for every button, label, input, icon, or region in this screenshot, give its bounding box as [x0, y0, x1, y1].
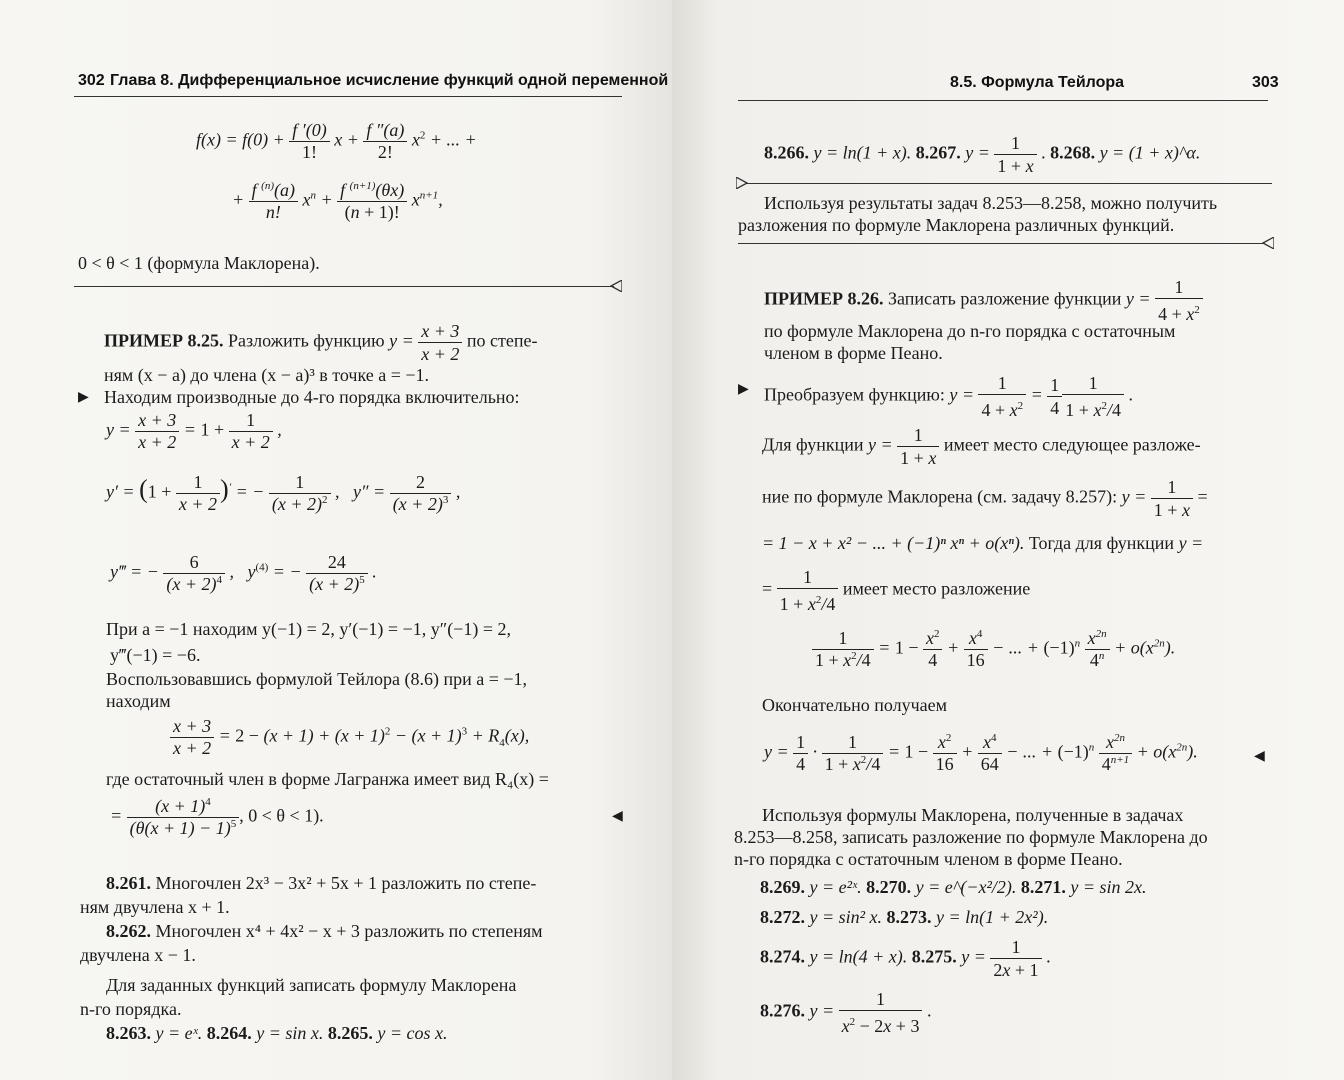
example-825-text-c: ням (x − a) до члена (x − a)³ в точке a = −1.	[104, 365, 430, 385]
p270-formula: y = e^(−x²/2).	[915, 877, 1017, 897]
problems-274-275: 8.274. y = ln(4 + x). 8.275. y = $\frac{1}{2x + 1}$ .	[760, 937, 1051, 980]
derivative-y: y = $\frac{x + 3}{x + 2}$ = 1 + $\frac{1}{x + 2}$ ,	[106, 410, 282, 452]
example-825-step1: Находим производные до 4-го порядка включительно:	[104, 387, 520, 407]
section-rule	[74, 286, 614, 287]
series-line: = 1 − x + x² − ... + (−1)ⁿ xⁿ + o(xⁿ). Тогда для функции y =	[762, 533, 1204, 553]
maclaurin-formula-line1: f(x) = f(0) + $\frac{f '(0)}{1!}$ x + $\frac{f ''(a)}{2!}$ $x^2$ + ... +	[196, 120, 477, 162]
p273-formula: y = ln(1 + 2x²).	[936, 907, 1049, 927]
p270-label: 8.270.	[866, 877, 912, 897]
solution-bullet-icon-right: ▶	[738, 382, 749, 397]
problems-272-273	[760, 906, 1048, 928]
end-triangle-icon	[610, 280, 622, 292]
for-function-text: Для функции	[762, 434, 864, 455]
example-825-label: ПРИМЕР 8.25.	[104, 330, 224, 351]
by-maclaurin-line: ние по формуле Маклорена (см. задачу 8.257): y = $\frac{1}{1 + x}$ =	[762, 477, 1208, 520]
transform-line: Преобразуем функцию: y = $\frac{1}{4 + x^2}$ = $\frac{1}{4}$ $\frac{1}{1 + x^2/4}$ .	[764, 373, 1133, 420]
series-1: = 1 − x + x² − ... + (−1)ⁿ xⁿ + o(xⁿ).	[762, 533, 1025, 553]
derivative-y1-y2: y′ = (1 + $\frac{1}{x + 2}$ )′ = − $\frac{1}{(x + 2)^2}$ , y″ = $\frac{2}{(x + 2)^3}$ ,	[106, 472, 461, 514]
task-intro-c: n-го порядка с остаточным членом в форме Пеано.	[734, 849, 1123, 869]
example-825-text-a: Разложить функцию	[228, 330, 385, 351]
transform-text: Преобразуем функцию:	[764, 384, 945, 405]
then-for-text: Тогда для функции	[1028, 533, 1175, 553]
p276-label: 8.276.	[760, 1000, 805, 1021]
end-of-solution-icon-right: ◀	[1254, 749, 1265, 764]
p263-formula: y = eˣ.	[155, 1023, 203, 1043]
p265-formula: y = cos x.	[377, 1023, 448, 1043]
p266-formula: y = ln(1 + x).	[813, 142, 912, 163]
note-b: разложения по формуле Маклорена различных функций.	[738, 215, 1175, 235]
p268-formula: y = (1 + x)^α.	[1099, 142, 1201, 163]
example-826-text-a: Записать разложение функции	[888, 288, 1122, 309]
at-point-a: При a = −1 находим y(−1) = 2, y′(−1) = −1, y″(−1) = 2,	[106, 619, 511, 639]
right-header-title: 8.5. Формула Тейлора	[950, 74, 1125, 91]
end-of-solution-icon: ◀	[612, 809, 623, 824]
has-expansion-text: имеет место следующее разложе-	[943, 434, 1201, 455]
note-top-rule	[746, 183, 1272, 184]
example-826-text-c: членом в форме Пеано.	[764, 343, 943, 363]
example-825-line1: ПРИМЕР 8.25. Разложить функцию y = $\frac{x + 3}{x + 2}$ по степе-	[104, 321, 538, 364]
p268-label: 8.268.	[1050, 142, 1096, 163]
finally-text: Окончательно получаем	[762, 695, 948, 715]
p265-label: 8.265.	[327, 1023, 373, 1043]
p263-label: 8.263.	[106, 1023, 151, 1043]
p274-label: 8.274.	[760, 946, 805, 967]
p261-label: 8.261.	[106, 873, 151, 893]
p261-text2: ням двучлена x + 1.	[80, 897, 230, 917]
problem-8-261	[106, 872, 536, 894]
example-826-label: ПРИМЕР 8.26.	[764, 288, 884, 309]
taylor-a: Воспользовавшись формулой Тейлора (8.6) при a = −1,	[106, 669, 528, 689]
expansion-formula: $\frac{1}{1 + x^2/4}$ = 1 − $\frac{x^2}{4}$ + $\frac{x^4}{16}$ − ... + $(-1)^n$ $\frac{x^{2n}}{4^n}$ + $o(x^{2n})$.	[812, 628, 1175, 671]
derivative-y3-y4: y‴ = − $\frac{6}{(x + 2)^4}$ , $y^{(4)}$ = − $\frac{24}{(x + 2)^5}$ .	[110, 552, 377, 594]
problems-266-268: 8.266. y = ln(1 + x). 8.267. y = $\frac{1}{1 + x}$ . 8.268. y = (1 + x)^α.	[764, 133, 1201, 176]
note-a: Используя результаты задач 8.253—8.258, можно получить	[764, 193, 1218, 213]
p272-formula: y = sin² x.	[809, 907, 883, 927]
p261-text: Многочлен 2x³ − 3x² + 5x + 1 разложить по степе-	[155, 873, 537, 893]
p264-formula: y = sin x.	[256, 1023, 324, 1043]
problem-8-262	[106, 920, 543, 942]
solution-bullet-icon: ▶	[78, 390, 89, 405]
p262-label: 8.262.	[106, 921, 151, 941]
maclaurin-formula-line2: + $\frac{f ^{(n)}(a)}{n!}$ $x^n$ + $\frac{f ^{(n+1)}(\theta x)}{(n + 1)!}$ $x^{n+1}$,	[232, 180, 443, 222]
header-rule-right	[738, 100, 1268, 101]
for-function-line: Для функции y = $\frac{1}{1 + x}$ имеет место следующее разложе-	[762, 425, 1201, 468]
lagrange-text: где остаточный член в форме Лагранжа имеет вид R₄(x) =	[106, 769, 549, 789]
note-bottom-rule	[738, 243, 1264, 244]
task-intro-b: 8.253—8.258, записать разложение по формуле Маклорена до	[734, 827, 1208, 847]
intro-a: Для заданных функций записать формулу Маклорена	[106, 975, 517, 995]
theta-condition: , 0 < θ < 1).	[239, 805, 324, 826]
right-page	[672, 0, 1344, 1080]
intro-b: n-го порядка.	[80, 999, 182, 1019]
problems-269-271	[760, 876, 1147, 898]
p271-label: 8.271.	[1020, 877, 1066, 897]
p273-label: 8.273.	[886, 907, 932, 927]
p271-formula: y = sin 2x.	[1070, 877, 1147, 897]
taylor-b: находим	[106, 691, 171, 711]
p266-label: 8.266.	[764, 142, 809, 163]
p264-label: 8.264.	[206, 1023, 252, 1043]
p275-label: 8.275.	[911, 946, 957, 967]
p269-label: 8.269.	[760, 877, 805, 897]
problems-263-265	[106, 1022, 447, 1044]
example-826-line1: ПРИМЕР 8.26. Записать разложение функции y = $\frac{1}{4 + x^2}$	[764, 276, 1203, 325]
example-825-text-b: по степе-	[466, 330, 538, 351]
header-rule	[74, 96, 622, 97]
p272-label: 8.272.	[760, 907, 805, 927]
taylor-expansion: $\frac{x + 3}{x + 2}$ = $2 - (x + 1) + (x + 1)^2 - (x + 1)^3 + R_4(x)$,	[170, 716, 529, 759]
example-826-text-b: по формуле Маклорена до n-го порядка с остаточным	[764, 321, 1176, 341]
has-expansion2-text: имеет место разложение	[842, 578, 1031, 599]
final-formula: y = $\frac{1}{4}$ · $\frac{1}{1 + x^2/4}$ = 1 − $\frac{x^2}{16}$ + $\frac{x^4}{64}$ − ... + $(-1)^n$ $\frac{x^{2n}}{4^{n+1}}$ + $o(x^{2n})$.	[764, 732, 1198, 774]
p274-formula: y = ln(4 + x).	[809, 946, 908, 967]
left-header-title: Глава 8. Дифференциальное исчисление функций одной переменной	[110, 72, 669, 89]
lagrange-remainder: = $\frac{(x + 1)^4}{(\theta(x + 1) - 1)^5}$ , 0 < θ < 1).	[110, 796, 324, 838]
problem-276: 8.276. y = $\frac{1}{x^2 - 2x + 3}$ .	[760, 989, 932, 1036]
note-end-triangle-icon	[1262, 237, 1274, 249]
p267-label: 8.267.	[915, 142, 961, 163]
by-maclaurin-text: ние по формуле Маклорена (см. задачу 8.257):	[762, 486, 1118, 507]
page-number-left: 302	[78, 72, 105, 89]
at-point-b: y‴(−1) = −6.	[110, 645, 201, 665]
page-number-right: 303	[1252, 74, 1279, 91]
has-expansion2-line: = $\frac{1}{1 + x^2/4}$ имеет место разложение	[762, 567, 1031, 614]
task-intro-a: Используя формулы Маклорена, полученные в задачах	[762, 805, 1184, 825]
formula-note: 0 < θ < 1 (формула Маклорена).	[78, 253, 320, 273]
p262-text2: двучлена x − 1.	[80, 945, 196, 965]
p269-formula: y = e²ˣ.	[809, 877, 862, 897]
p262-text: Многочлен x⁴ + 4x² − x + 3 разложить по степеням	[155, 921, 543, 941]
